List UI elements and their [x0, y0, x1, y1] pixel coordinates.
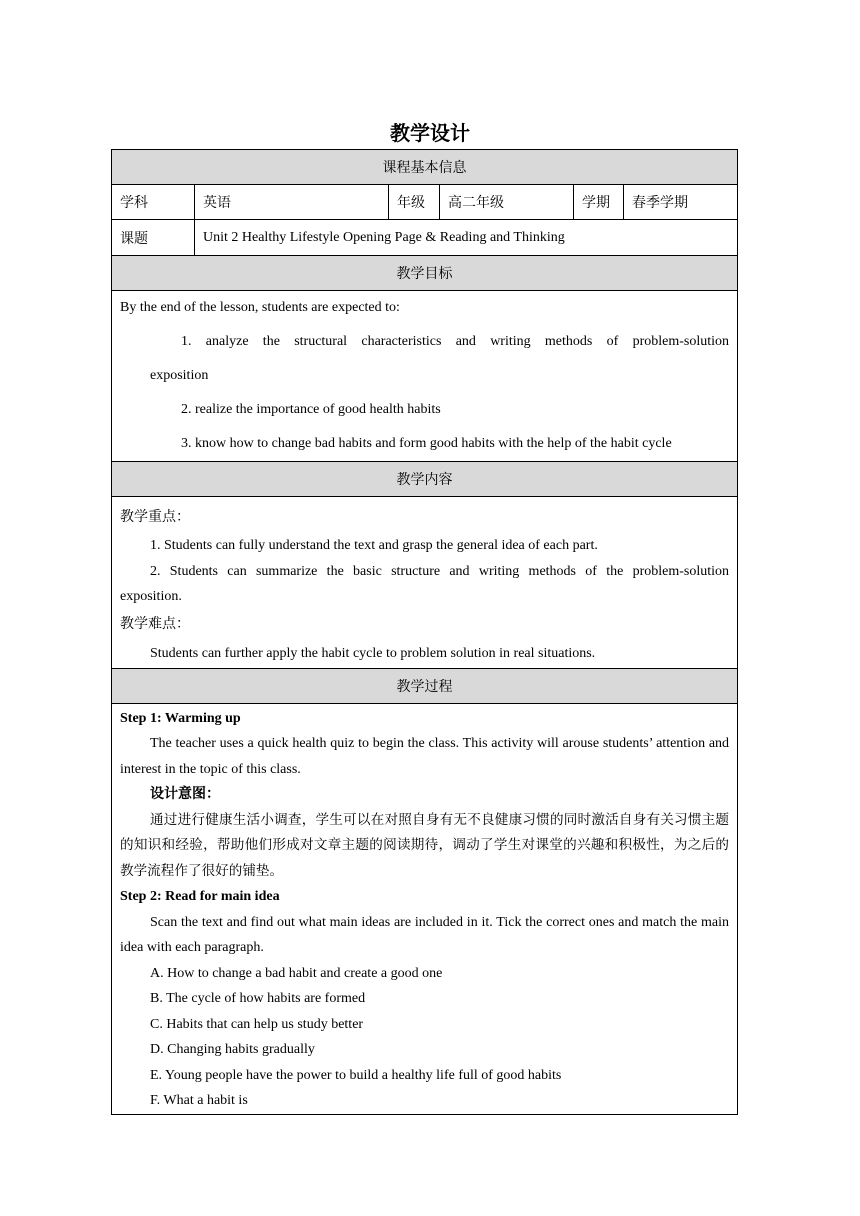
objective-item-3: 3. know how to change bad habits and form good habits with the help of the habit cycle: [181, 436, 672, 451]
key-point-1: 1. Students can fully understand the text and grasp the general idea of each part.: [150, 538, 598, 553]
objective-item-1: 1. analyze the structural characteristics and writing methods of problem-solution: [181, 334, 730, 349]
key-point-2: 2. Students can summarize the basic structure and writing methods of the problem-solution: [150, 563, 730, 579]
difficult-point-1: Students can further apply the habit cycle to problem solution in real situations.: [150, 645, 596, 661]
section-header-objectives: 教学目标: [112, 256, 738, 291]
objectives-cell: [112, 291, 738, 462]
option-d: D. Changing habits gradually: [150, 1042, 315, 1057]
topic-value: Unit 2 Healthy Lifestyle Opening Page & Reading and Thinking: [195, 220, 738, 256]
topic-label: 课题: [112, 220, 195, 256]
process-cell: [112, 703, 738, 1114]
section-header-content: 教学内容: [112, 462, 738, 497]
objective-item-1-cont: exposition: [150, 368, 209, 383]
section-header-basic-info: 课程基本信息: [112, 150, 738, 185]
design-intent-text: 通过进行健康生活小调查，学生可以在对照自身有无不良健康习惯的同时激活自身有关习惯主题的知识和经验，帮助他们形成对文章主题的阅读期待，调动了学生对课堂的兴趣和积极性，为之后的教学流程作了很好的铺垫。: [120, 811, 730, 879]
step-2-text: Scan the text and find out what main ideas are included in it. Tick the correct ones and match the main idea with each paragraph.: [120, 914, 730, 955]
objectives-intro: By the end of the lesson, students are expected to:: [120, 300, 400, 315]
option-b: B. The cycle of how habits are formed: [150, 991, 366, 1006]
term-value: 春季学期: [624, 185, 738, 220]
subject-label: 学科: [112, 185, 195, 220]
option-e: E. Young people have the power to build a healthy life full of good habits: [150, 1067, 562, 1083]
content-cell: [112, 497, 738, 669]
step-1-text: The teacher uses a quick health quiz to begin the class. This activity will arouse students’ attention and interest in the topic of this class.: [120, 736, 730, 777]
design-intent-label: 设计意图：: [150, 787, 220, 802]
difficult-points-label: 教学难点：: [120, 616, 190, 632]
step-1-title: Step 1: Warming up: [120, 710, 241, 726]
grade-value: 高二年级: [440, 185, 574, 220]
option-c: C. Habits that can help us study better: [150, 1016, 364, 1032]
objective-item-2: 2. realize the importance of good health habits: [181, 402, 441, 417]
grade-label: 年级: [389, 185, 440, 220]
key-point-2-cont: exposition.: [120, 589, 182, 604]
key-points-label: 教学重点：: [120, 510, 190, 525]
step-2-title: Step 2: Read for main idea: [120, 889, 280, 904]
section-header-process: 教学过程: [112, 668, 738, 703]
term-label: 学期: [574, 185, 624, 220]
subject-value: 英语: [195, 185, 389, 220]
option-f: F. What a habit is: [150, 1093, 248, 1108]
lesson-plan-table: [111, 149, 738, 1115]
document-title: 教学设计: [390, 123, 470, 145]
option-a: A. How to change a bad habit and create a good one: [150, 965, 443, 981]
